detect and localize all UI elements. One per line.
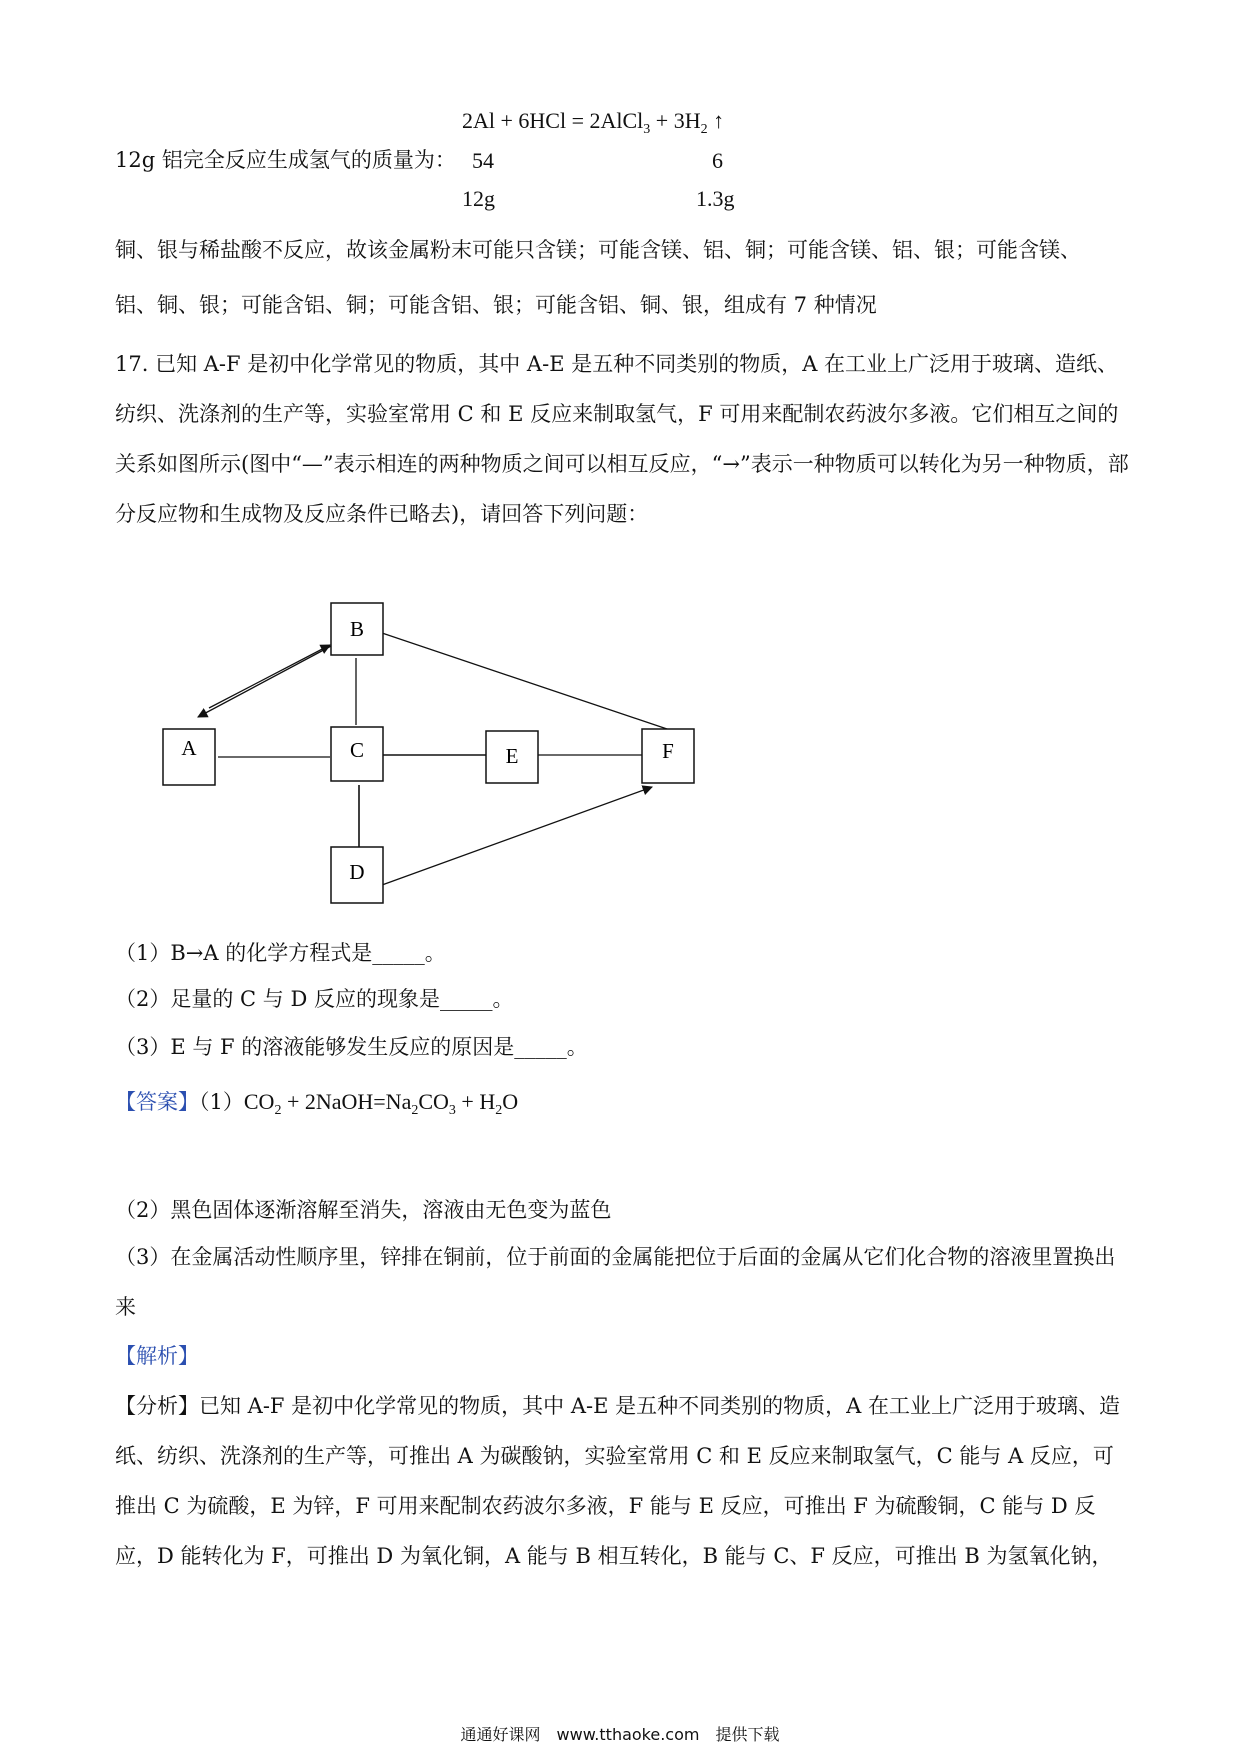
node-e: E	[505, 744, 519, 768]
sub-question-3: （3）E 与 F 的溶液能够发生反应的原因是_____。	[115, 1035, 588, 1059]
sub-question-2: （2）足量的 C 与 D 反应的现象是_____。	[115, 987, 514, 1011]
node-a: A	[181, 736, 197, 760]
relationship-diagram	[150, 595, 710, 905]
arrow-a-to-b	[209, 645, 330, 708]
node-d: D	[349, 860, 365, 884]
hydrogen-mass-label: 12g 铝完全反应生成氢气的质量为：	[115, 148, 456, 172]
answer-2: （2）黑色固体逐渐溶解至消失，溶液由无色变为蓝色	[115, 1198, 612, 1222]
paragraph-line: 铝、铜、银；可能含铝、铜；可能含铝、银；可能含铝、铜、银，组成有 7 种情况	[115, 293, 877, 317]
arrow-b-to-a	[198, 645, 333, 717]
node-c: C	[349, 738, 365, 762]
node-b: B	[349, 617, 365, 641]
answer-1-equation: $CO_2$ + $2NaOH=Na_2CO_3 + H_2O$	[243, 1089, 519, 1118]
answer-1-prefix: （1）	[199, 1090, 244, 1114]
answer-tag: 【答案】	[115, 1090, 199, 1114]
sub-question-1: （1）B→A 的化学方程式是_____。	[115, 941, 446, 965]
ratio-row2-right: 1.3g	[696, 186, 735, 211]
paragraph-line: 铜、银与稀盐酸不反应，故该金属粉末可能只含镁；可能含镁、铝、铜；可能含镁、铝、银；可能含镁、	[115, 238, 1081, 262]
question-17-text: 17. 已知 A-F 是初中化学常见的物质，其中 A-E 是五种不同类别的物质，A 在工业上广泛用于玻璃、造纸、纺织、洗涤剂的生产等，实验室常用 C 和 E 反应来制取氢气，F 可用来配制农药波尔多液。它们相互之间的关系如图所示(图中“—”表示相连的两种物质之间可以相互反应，“→”表示一种物质可以转化为另一种物质，部分反应物和生成物及反应条件已略去)，请回答下列问题：	[115, 352, 1129, 526]
edge-b-f	[382, 633, 673, 731]
ratio-row2-left: 12g	[462, 186, 495, 211]
ratio-row1-left: 54	[472, 148, 494, 173]
arrow-d-to-f	[382, 787, 652, 885]
node-f: F	[662, 739, 674, 763]
ratio-row1-right: 6	[712, 148, 723, 173]
aluminum-hcl-equation: 2Al + 6HCl = 2AlCl$_3$ + $3H_2$ ↑	[462, 108, 725, 137]
answer-3: （3）在金属活动性顺序里，锌排在铜前，位于前面的金属能把位于后面的金属从它们化合物的溶液里置换出来	[115, 1245, 1116, 1319]
analysis-subtag: 【分析】	[115, 1394, 199, 1418]
analysis-text	[115, 1381, 1130, 1581]
answer-line-1	[115, 1088, 518, 1125]
page-footer: 通通好课网 www.tthaoke.com 提供下载	[460, 1725, 780, 1744]
analysis-body: 已知 A-F 是初中化学常见的物质，其中 A-E 是五种不同类别的物质，A 在工业上广泛用于玻璃、造纸、纺织、洗涤剂的生产等，可推出 A 为碳酸钠，实验室常用 C 和 E 反应来制取氢气，C 能与 A 反应，可推出 C 为硫酸，E 为锌，F 可用来配制农药波尔多液，F 能与 E 反应，可推出 F 为硫酸铜，C 能与 D 反应，D 能转化为 F，可推出 D 为氧化铜，A 能与 B 相互转化，B 能与 C、F 反应，可推出 B 为氢氧化钠，	[115, 1394, 1120, 1568]
analysis-tag: 【解析】	[115, 1344, 199, 1368]
